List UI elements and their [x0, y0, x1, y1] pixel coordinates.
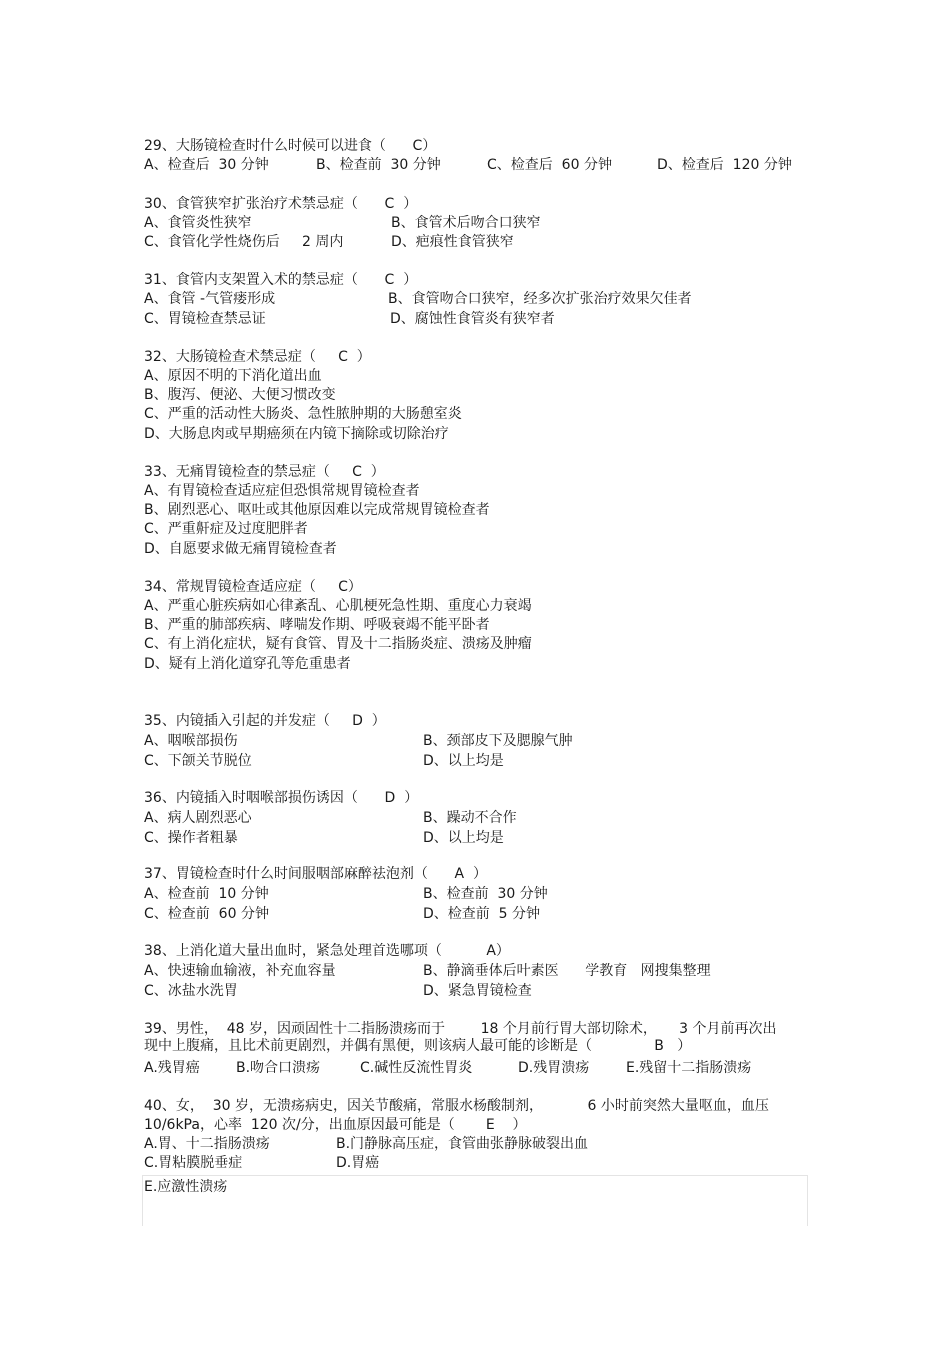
- question-39-stem-line-2: 现中上腹痛，且比术前更剧烈，并偶有黑便，则该病人最可能的诊断是（ B ）: [144, 1038, 692, 1054]
- question-38-option-c: C、冰盐水洗胃: [144, 983, 238, 999]
- question-38-option-b: B、静滴垂体后叶素医 学教育 网搜集整理: [423, 963, 711, 979]
- question-32-stem: 32、大肠镜检查术禁忌症（ C ）: [144, 349, 371, 365]
- question-35-stem: 35、内镜插入引起的并发症（ D ）: [144, 713, 386, 729]
- question-33-option-c: C、严重鼾症及过度肥胖者: [144, 521, 308, 537]
- question-36-option-a: A、病人剧烈恶心: [144, 810, 252, 826]
- question-29-option-a: A、检查后 30 分钟: [144, 157, 269, 173]
- question-35-option-b: B、颈部皮下及腮腺气肿: [423, 733, 573, 749]
- question-31-option-b: B、食管吻合口狭窄，经多次扩张治疗效果欠佳者: [388, 291, 692, 307]
- question-35-option-a: A、咽喉部损伤: [144, 733, 238, 749]
- question-38-option-a: A、快速输血输液，补充血容量: [144, 963, 336, 979]
- question-40-stem-line-2: 10/6kPa，心率 120 次/分，出血原因最可能是（ E ）: [144, 1117, 527, 1133]
- question-29-option-b: B、检查前 30 分钟: [316, 157, 441, 173]
- question-36-option-d: D、以上均是: [423, 830, 504, 846]
- question-37-stem: 37、胃镜检查时什么时间服咽部麻醉祛泡剂（ A ）: [144, 866, 487, 882]
- question-30-option-a: A、食管炎性狭窄: [144, 215, 252, 231]
- question-39-option-e: E.残留十二指肠溃疡: [626, 1060, 752, 1076]
- question-31-stem: 31、食管内支架置入术的禁忌症（ C ）: [144, 272, 418, 288]
- question-32-option-a: A、原因不明的下消化道出血: [144, 368, 322, 384]
- question-30-option-b: B、食管术后吻合口狭窄: [391, 215, 541, 231]
- question-40-option-e: E.应激性溃疡: [144, 1179, 228, 1195]
- answer-box: [142, 1175, 808, 1226]
- question-39-stem-line-1: 39、男性， 48 岁，因顽固性十二指肠溃疡而于 18 个月前行胃大部切除术， 3 个月前再次出: [144, 1021, 777, 1037]
- question-34-option-d: D、疑有上消化道穿孔等危重患者: [144, 656, 351, 672]
- question-40-option-b: B.门静脉高压症，食管曲张静脉破裂出血: [336, 1136, 589, 1152]
- question-39-option-d: D.残胃溃疡: [518, 1060, 590, 1076]
- question-30-option-d: D、疤痕性食管狭窄: [391, 234, 514, 250]
- question-39-option-a: A.残胃癌: [144, 1060, 200, 1076]
- question-32-option-b: B、腹泻、便泌、大便习惯改变: [144, 387, 336, 403]
- question-36-option-c: C、操作者粗暴: [144, 830, 238, 846]
- question-30-stem: 30、食管狭窄扩张治疗术禁忌症（ C ）: [144, 196, 418, 212]
- question-34-option-c: C、有上消化症状，疑有食管、胃及十二指肠炎症、溃疡及肿瘤: [144, 636, 532, 652]
- question-40-option-a: A.胃、十二指肠溃疡: [144, 1136, 270, 1152]
- question-39-option-b: B.吻合口溃疡: [236, 1060, 321, 1076]
- question-33-option-b: B、剧烈恶心、呕吐或其他原因难以完成常规胃镜检查者: [144, 502, 490, 518]
- question-37-option-a: A、检查前 10 分钟: [144, 886, 269, 902]
- question-29-option-c: C、检查后 60 分钟: [487, 157, 612, 173]
- question-32-option-c: C、严重的活动性大肠炎、急性脓肿期的大肠憩室炎: [144, 406, 462, 422]
- question-35-option-d: D、以上均是: [423, 753, 504, 769]
- question-37-option-b: B、检查前 30 分钟: [423, 886, 548, 902]
- question-36-stem: 36、内镜插入时咽喉部损伤诱因（ D ）: [144, 790, 419, 806]
- question-34-option-b: B、严重的肺部疾病、哮喘发作期、呼吸衰竭不能平卧者: [144, 617, 490, 633]
- question-37-option-d: D、检查前 5 分钟: [423, 906, 541, 922]
- question-32-option-d: D、大肠息肉或早期癌须在内镜下摘除或切除治疗: [144, 426, 449, 442]
- question-29-option-d: D、检查后 120 分钟: [657, 157, 792, 173]
- question-31-option-a: A、食管 -气管瘘形成: [144, 291, 276, 307]
- question-39-option-c: C.碱性反流性胃炎: [360, 1060, 473, 1076]
- question-31-option-c: C、胃镜检查禁忌证: [144, 311, 266, 327]
- question-38-option-d: D、紧急胃镜检查: [423, 983, 532, 999]
- question-34-stem: 34、常规胃镜检查适应症（ C）: [144, 579, 362, 595]
- question-40-option-c: C.胃粘膜脱垂症: [144, 1155, 243, 1171]
- question-33-option-d: D、自愿要求做无痛胃镜检查者: [144, 541, 337, 557]
- question-40-option-d: D.胃癌: [336, 1155, 380, 1171]
- question-38-stem: 38、上消化道大量出血时，紧急处理首选哪项（ A）: [144, 943, 510, 959]
- question-37-option-c: C、检查前 60 分钟: [144, 906, 269, 922]
- question-34-option-a: A、严重心脏疾病如心律紊乱、心肌梗死急性期、重度心力衰竭: [144, 598, 532, 614]
- question-40-stem-line-1: 40、女， 30 岁，无溃疡病史，因关节酸痛，常服水杨酸制剂， 6 小时前突然大量呕血，血压: [144, 1098, 769, 1114]
- question-35-option-c: C、下颌关节脱位: [144, 753, 252, 769]
- question-29-stem: 29、大肠镜检查时什么时候可以进食（ C）: [144, 138, 437, 154]
- question-36-option-b: B、躁动不合作: [423, 810, 517, 826]
- question-30-option-c: C、食管化学性烧伤后 2 周内: [144, 234, 344, 250]
- question-33-stem: 33、无痛胃镜检查的禁忌症（ C ）: [144, 464, 385, 480]
- question-33-option-a: A、有胃镜检查适应症但恐惧常规胃镜检查者: [144, 483, 420, 499]
- question-31-option-d: D、腐蚀性食管炎有狭窄者: [390, 311, 555, 327]
